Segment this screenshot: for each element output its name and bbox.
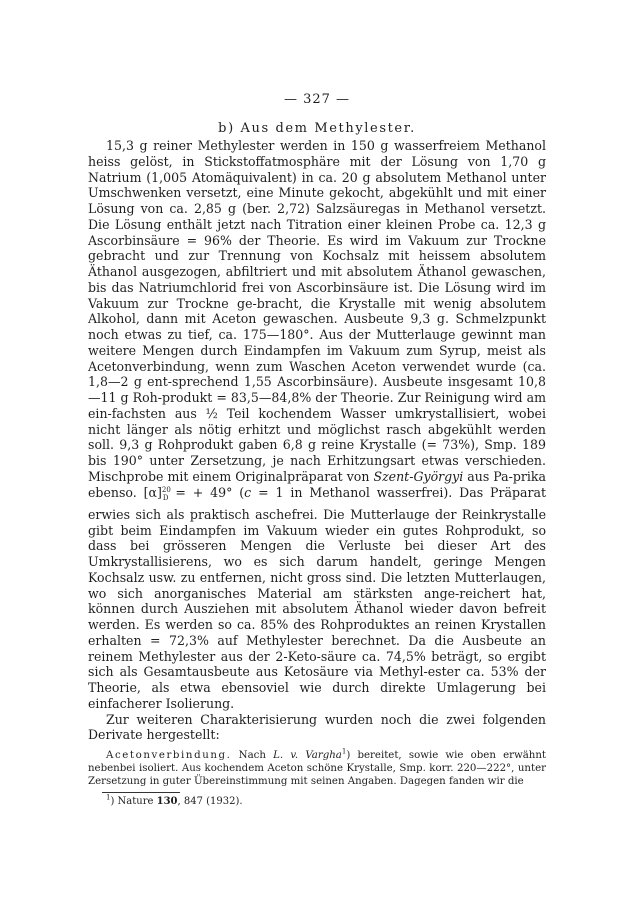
small-t1: Nach — [231, 750, 274, 761]
paragraph-1-end: = 1 in Methanol wasserfrei). Das Präparat erwies sich als praktisch aschefrei. Die Mutterlauge der Reinkrystalle gibt beim Eindampfen im Vakuum wieder ein gutes Rohprodukt, so dass bei grösseren Mengen die Verluste bei dieser Art des Umkrystallisierens, wo es sich darum handelt, geringe Mengen Kochsalz usw. zu entfernen, nicht gross sind. Die letzten Mutterlaugen, wo sich anorganisches Material am stärksten ange-reichert hat, können durch Ausziehen mit absolutem Äthanol wieder davon befreit werden. Es werden so ca. 85% des Rohproduktes an reinen Krystallen erhalten = 72,3% auf Methylester berechnet. Da die Ausbeute an reinem Methylester aus der 2-Keto-säure ca. 74,5% beträgt, so ergibt sich als Gesamtausbeute aus Ketosäure via Methyl-ester ca. 53% der Theorie, als etwa ebensoviel wie durch direkte Umlagerung bei einfacherer Isolierung. — [88, 484, 546, 711]
rotation-temp: 20 — [161, 485, 171, 494]
rotation-line: D — [162, 494, 169, 502]
paragraph-1-rest: = + 49° ( — [168, 484, 245, 500]
small-lead: Acetonverbindung. — [106, 750, 232, 761]
footnote-mark: 1 — [106, 793, 111, 802]
small-paragraph — [88, 749, 546, 789]
small-t2: ) bereitet, sowie wie oben erwähnt nebenbei isoliert. Aus kochendem Aceton schöne Krystalle, Smp. korr. 220—222°, unter Zersetzung in guter Übereinstimmung mit seinen Angaben. Dagegen fanden wir die — [88, 750, 546, 788]
footnote-rest: , 847 (1932). — [177, 795, 243, 807]
footnote-text: ) Nature — [110, 795, 157, 807]
footnote-volume: 130 — [156, 795, 178, 807]
small-author: L. v. Vargha — [273, 750, 342, 761]
paragraph-1-text: 15,3 g reiner Methylester werden in 150 g wasserfreiem Methanol heiss gelöst, in Stickstoffatmosphäre mit der Lösung von 1,70 g Natrium (1,005 Atomäquivalent) in ca. 20 g absolutem Methanol unter Umschwenken versetzt, eine Minute gekocht, abgekühlt und mit einer Lösung von ca. 2,85 g (ber. 2,72) Salzsäuregas in Methanol versetzt. Die Lösung enthält jetzt nach Titration einer kleinen Probe ca. 12,3 g Ascorbinsäure = 96% der Theorie. Es wird im Vakuum zur Trockne gebracht und zur Trennung von Kochsalz mit heissem absolutem Äthanol ausgezogen, abfiltriert und mit absolutem Äthanol gewaschen, bis das Natriumchlorid frei von Ascorbinsäure ist. Die Lösung wird im Vakuum zur Trockne ge-bracht, die Krystalle mit wenig absolutem Alkohol, dann mit Aceton gewaschen. Ausbeute 9,3 g. Schmelzpunkt noch etwas zu tief, ca. 175—180°. Aus der Mutterlauge gewinnt man weitere Mengen durch Eindampfen im Vakuum zum Syrup, meist als Acetonverbindung, wenn zum Waschen Aceton verwendet wurde (ca. 1,8—2 g ent-sprechend 1,55 Ascorbinsäure). Ausbeute insgesamt 10,8—11 g Roh-produkt = 83,5—84,8% der Theorie. Zur Reinigung wird am ein-fachsten aus ½ Teil kochendem Wasser umkrystallisiert, wobei nicht länger als nötig erhitzt und möglichst rasch abgekühlt werden soll. 9,3 g Rohprodukt gaben 6,8 g reine Krystalle (= 73%), Smp. 189 bis 190° unter Zersetzung, je nach Erhitzungsart etwas verschieden. Mischprobe mit einem Originalpräparat von — [88, 138, 546, 484]
paragraph-1 — [88, 138, 546, 712]
small-print — [88, 749, 546, 789]
paragraph-1-cont: aus Pa-prika ebenso. [α] — [88, 468, 547, 500]
page-number: — 327 — — [283, 92, 351, 107]
footnote-rule — [102, 792, 180, 793]
document-page — [88, 92, 546, 808]
author-name: Szent-Györgyi — [373, 468, 464, 484]
section-heading: b) Aus dem Methylester. — [218, 121, 416, 136]
paragraph-2: Zur weiteren Charakterisierung wurden noch die zwei folgenden Derivate hergestellt: — [88, 711, 546, 743]
footnote-ref: 1 — [341, 747, 347, 756]
footnote — [106, 795, 546, 808]
body-text — [88, 138, 546, 743]
conc-symbol: c — [244, 484, 252, 500]
